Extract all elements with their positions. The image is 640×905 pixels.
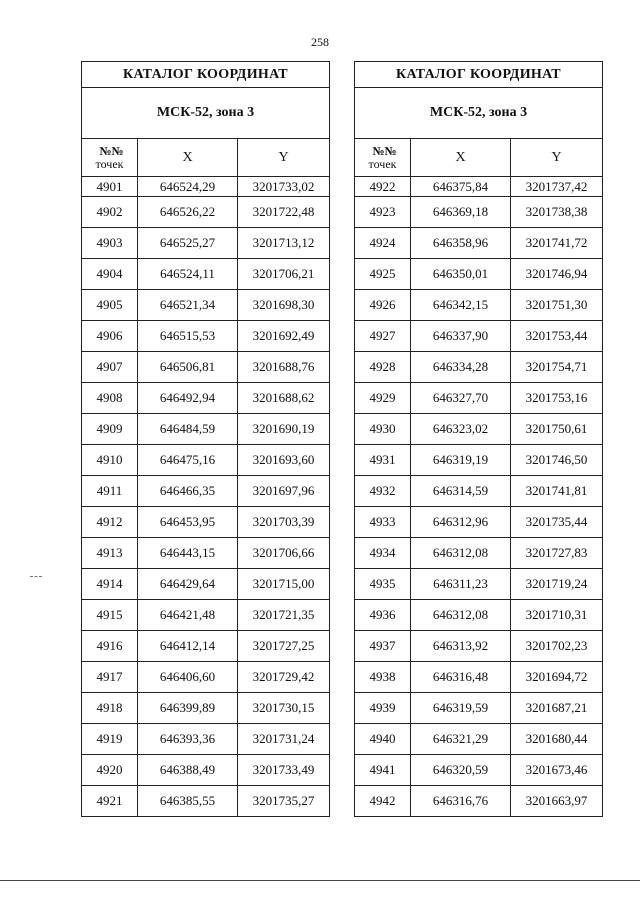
table-row — [82, 600, 330, 631]
y-coordinate-cell: 3201680,44 — [511, 724, 603, 755]
y-coordinate-cell: 3201731,24 — [238, 724, 330, 755]
point-number-cell: 4912 — [82, 507, 138, 538]
x-coordinate-cell: 646525,27 — [138, 228, 238, 259]
y-coordinate-cell: 3201673,46 — [511, 755, 603, 786]
x-coordinate-cell: 646388,49 — [138, 755, 238, 786]
x-coordinate-cell: 646369,18 — [411, 197, 511, 228]
x-coordinate-cell: 646311,23 — [411, 569, 511, 600]
table-row — [82, 321, 330, 352]
y-coordinate-cell: 3201733,02 — [238, 177, 330, 197]
point-number-header-label: точек — [95, 156, 124, 171]
point-number-cell: 4920 — [82, 755, 138, 786]
coordinate-system-zone: МСК-52, зона 3 — [82, 88, 330, 139]
table-row — [355, 631, 603, 662]
page-number: 258 — [311, 35, 329, 49]
x-coordinate-cell: 646321,29 — [411, 724, 511, 755]
point-number-cell: 4919 — [82, 724, 138, 755]
table-row — [355, 445, 603, 476]
table-row — [82, 755, 330, 786]
y-coordinate-cell: 3201693,60 — [238, 445, 330, 476]
catalog-title: КАТАЛОГ КООРДИНАТ — [82, 62, 330, 88]
table-body-left — [82, 177, 330, 817]
y-coordinate-cell: 3201750,61 — [511, 414, 603, 445]
y-coordinate-cell: 3201697,96 — [238, 476, 330, 507]
y-column-header: Y — [238, 139, 330, 177]
y-coordinate-cell: 3201688,62 — [238, 383, 330, 414]
x-coordinate-cell: 646334,28 — [411, 352, 511, 383]
y-coordinate-cell: 3201706,21 — [238, 259, 330, 290]
x-coordinate-cell: 646524,11 — [138, 259, 238, 290]
table-row — [82, 228, 330, 259]
x-column-header: X — [138, 139, 238, 177]
table-row — [355, 693, 603, 724]
x-coordinate-cell: 646323,02 — [411, 414, 511, 445]
y-coordinate-cell: 3201694,72 — [511, 662, 603, 693]
point-number-cell: 4930 — [355, 414, 411, 445]
table-row — [355, 383, 603, 414]
table-row — [82, 197, 330, 228]
y-coordinate-cell: 3201738,38 — [511, 197, 603, 228]
table-row — [355, 476, 603, 507]
y-coordinate-cell: 3201715,00 — [238, 569, 330, 600]
y-coordinate-cell: 3201727,83 — [511, 538, 603, 569]
y-coordinate-cell: 3201754,71 — [511, 352, 603, 383]
coordinate-catalog-table-left — [81, 61, 330, 817]
x-coordinate-cell: 646453,95 — [138, 507, 238, 538]
table-row — [82, 414, 330, 445]
table-row — [82, 786, 330, 817]
point-number-cell: 4931 — [355, 445, 411, 476]
x-coordinate-cell: 646412,14 — [138, 631, 238, 662]
point-number-cell: 4942 — [355, 786, 411, 817]
point-number-cell: 4914 — [82, 569, 138, 600]
table-row — [82, 507, 330, 538]
point-number-cell: 4902 — [82, 197, 138, 228]
y-coordinate-cell: 3201733,49 — [238, 755, 330, 786]
x-coordinate-cell: 646429,64 — [138, 569, 238, 600]
table-row — [82, 383, 330, 414]
x-coordinate-cell: 646492,94 — [138, 383, 238, 414]
point-number-cell: 4906 — [82, 321, 138, 352]
point-number-header — [355, 139, 411, 177]
x-coordinate-cell: 646327,70 — [411, 383, 511, 414]
x-coordinate-cell: 646406,60 — [138, 662, 238, 693]
table-row — [355, 786, 603, 817]
y-coordinate-cell: 3201753,16 — [511, 383, 603, 414]
x-coordinate-cell: 646337,90 — [411, 321, 511, 352]
margin-mark — [30, 576, 42, 577]
point-number-cell: 4941 — [355, 755, 411, 786]
x-coordinate-cell: 646484,59 — [138, 414, 238, 445]
point-number-header-symbol: №№ — [99, 143, 124, 158]
y-coordinate-cell: 3201692,49 — [238, 321, 330, 352]
y-coordinate-cell: 3201690,19 — [238, 414, 330, 445]
y-coordinate-cell: 3201698,30 — [238, 290, 330, 321]
x-coordinate-cell: 646515,53 — [138, 321, 238, 352]
point-number-header — [82, 139, 138, 177]
table-row — [82, 724, 330, 755]
y-coordinate-cell: 3201722,48 — [238, 197, 330, 228]
table-row — [355, 197, 603, 228]
y-coordinate-cell: 3201735,27 — [238, 786, 330, 817]
point-number-cell: 4905 — [82, 290, 138, 321]
table-body-right — [355, 177, 603, 817]
table-row — [355, 228, 603, 259]
table-row — [355, 538, 603, 569]
point-number-cell: 4911 — [82, 476, 138, 507]
y-coordinate-cell: 3201729,42 — [238, 662, 330, 693]
table-row — [355, 755, 603, 786]
x-coordinate-cell: 646421,48 — [138, 600, 238, 631]
table-row — [82, 693, 330, 724]
y-coordinate-cell: 3201663,97 — [511, 786, 603, 817]
x-coordinate-cell: 646475,16 — [138, 445, 238, 476]
table-row — [82, 352, 330, 383]
point-number-cell: 4933 — [355, 507, 411, 538]
point-number-cell: 4910 — [82, 445, 138, 476]
y-coordinate-cell: 3201702,23 — [511, 631, 603, 662]
point-number-cell: 4925 — [355, 259, 411, 290]
y-coordinate-cell: 3201688,76 — [238, 352, 330, 383]
y-coordinate-cell: 3201721,35 — [238, 600, 330, 631]
y-column-header: Y — [511, 139, 603, 177]
point-number-cell: 4916 — [82, 631, 138, 662]
point-number-cell: 4937 — [355, 631, 411, 662]
x-coordinate-cell: 646320,59 — [411, 755, 511, 786]
x-coordinate-cell: 646526,22 — [138, 197, 238, 228]
table-row — [82, 569, 330, 600]
point-number-cell: 4936 — [355, 600, 411, 631]
table-row — [82, 177, 330, 197]
y-coordinate-cell: 3201753,44 — [511, 321, 603, 352]
point-number-cell: 4922 — [355, 177, 411, 197]
x-coordinate-cell: 646313,92 — [411, 631, 511, 662]
table-row — [355, 724, 603, 755]
y-coordinate-cell: 3201746,50 — [511, 445, 603, 476]
x-coordinate-cell: 646524,29 — [138, 177, 238, 197]
table-row — [355, 662, 603, 693]
table-row — [355, 321, 603, 352]
point-number-cell: 4926 — [355, 290, 411, 321]
table-row — [82, 476, 330, 507]
x-coordinate-cell: 646316,48 — [411, 662, 511, 693]
x-coordinate-cell: 646319,59 — [411, 693, 511, 724]
table-row — [355, 569, 603, 600]
y-coordinate-cell: 3201737,42 — [511, 177, 603, 197]
x-coordinate-cell: 646358,96 — [411, 228, 511, 259]
x-coordinate-cell: 646342,15 — [411, 290, 511, 321]
x-coordinate-cell: 646312,08 — [411, 538, 511, 569]
table-row — [355, 177, 603, 197]
x-coordinate-cell: 646316,76 — [411, 786, 511, 817]
table-row — [355, 259, 603, 290]
y-coordinate-cell: 3201751,30 — [511, 290, 603, 321]
x-coordinate-cell: 646399,89 — [138, 693, 238, 724]
coordinate-system-zone: МСК-52, зона 3 — [355, 88, 603, 139]
x-coordinate-cell: 646506,81 — [138, 352, 238, 383]
point-number-header-symbol: №№ — [372, 143, 397, 158]
x-coordinate-cell: 646350,01 — [411, 259, 511, 290]
y-coordinate-cell: 3201727,25 — [238, 631, 330, 662]
x-coordinate-cell: 646521,34 — [138, 290, 238, 321]
point-number-cell: 4909 — [82, 414, 138, 445]
point-number-header-label: точек — [368, 156, 397, 171]
point-number-cell: 4927 — [355, 321, 411, 352]
x-coordinate-cell: 646466,35 — [138, 476, 238, 507]
table-row — [355, 600, 603, 631]
y-coordinate-cell: 3201687,21 — [511, 693, 603, 724]
point-number-cell: 4929 — [355, 383, 411, 414]
y-coordinate-cell: 3201735,44 — [511, 507, 603, 538]
point-number-cell: 4938 — [355, 662, 411, 693]
y-coordinate-cell: 3201713,12 — [238, 228, 330, 259]
x-coordinate-cell: 646312,96 — [411, 507, 511, 538]
table-row — [82, 290, 330, 321]
point-number-cell: 4904 — [82, 259, 138, 290]
point-number-cell: 4924 — [355, 228, 411, 259]
x-column-header: X — [411, 139, 511, 177]
table-row — [355, 507, 603, 538]
table-row — [82, 538, 330, 569]
point-number-cell: 4901 — [82, 177, 138, 197]
table-row — [82, 662, 330, 693]
x-coordinate-cell: 646393,36 — [138, 724, 238, 755]
coordinate-catalog-table-right — [354, 61, 603, 817]
point-number-cell: 4908 — [82, 383, 138, 414]
table-row — [355, 414, 603, 445]
x-coordinate-cell: 646385,55 — [138, 786, 238, 817]
point-number-cell: 4903 — [82, 228, 138, 259]
point-number-cell: 4907 — [82, 352, 138, 383]
y-coordinate-cell: 3201703,39 — [238, 507, 330, 538]
point-number-cell: 4921 — [82, 786, 138, 817]
bottom-rule — [0, 880, 640, 881]
x-coordinate-cell: 646443,15 — [138, 538, 238, 569]
table-row — [355, 290, 603, 321]
catalog-title: КАТАЛОГ КООРДИНАТ — [355, 62, 603, 88]
point-number-cell: 4932 — [355, 476, 411, 507]
table-row — [82, 259, 330, 290]
point-number-cell: 4934 — [355, 538, 411, 569]
point-number-cell: 4915 — [82, 600, 138, 631]
x-coordinate-cell: 646312,08 — [411, 600, 511, 631]
table-row — [355, 352, 603, 383]
point-number-cell: 4923 — [355, 197, 411, 228]
y-coordinate-cell: 3201746,94 — [511, 259, 603, 290]
point-number-cell: 4917 — [82, 662, 138, 693]
point-number-cell: 4939 — [355, 693, 411, 724]
table-row — [82, 631, 330, 662]
x-coordinate-cell: 646314,59 — [411, 476, 511, 507]
y-coordinate-cell: 3201730,15 — [238, 693, 330, 724]
table-row — [82, 445, 330, 476]
y-coordinate-cell: 3201741,72 — [511, 228, 603, 259]
y-coordinate-cell: 3201741,81 — [511, 476, 603, 507]
y-coordinate-cell: 3201719,24 — [511, 569, 603, 600]
x-coordinate-cell: 646319,19 — [411, 445, 511, 476]
point-number-cell: 4918 — [82, 693, 138, 724]
point-number-cell: 4940 — [355, 724, 411, 755]
point-number-cell: 4928 — [355, 352, 411, 383]
point-number-cell: 4913 — [82, 538, 138, 569]
point-number-cell: 4935 — [355, 569, 411, 600]
y-coordinate-cell: 3201710,31 — [511, 600, 603, 631]
y-coordinate-cell: 3201706,66 — [238, 538, 330, 569]
x-coordinate-cell: 646375,84 — [411, 177, 511, 197]
